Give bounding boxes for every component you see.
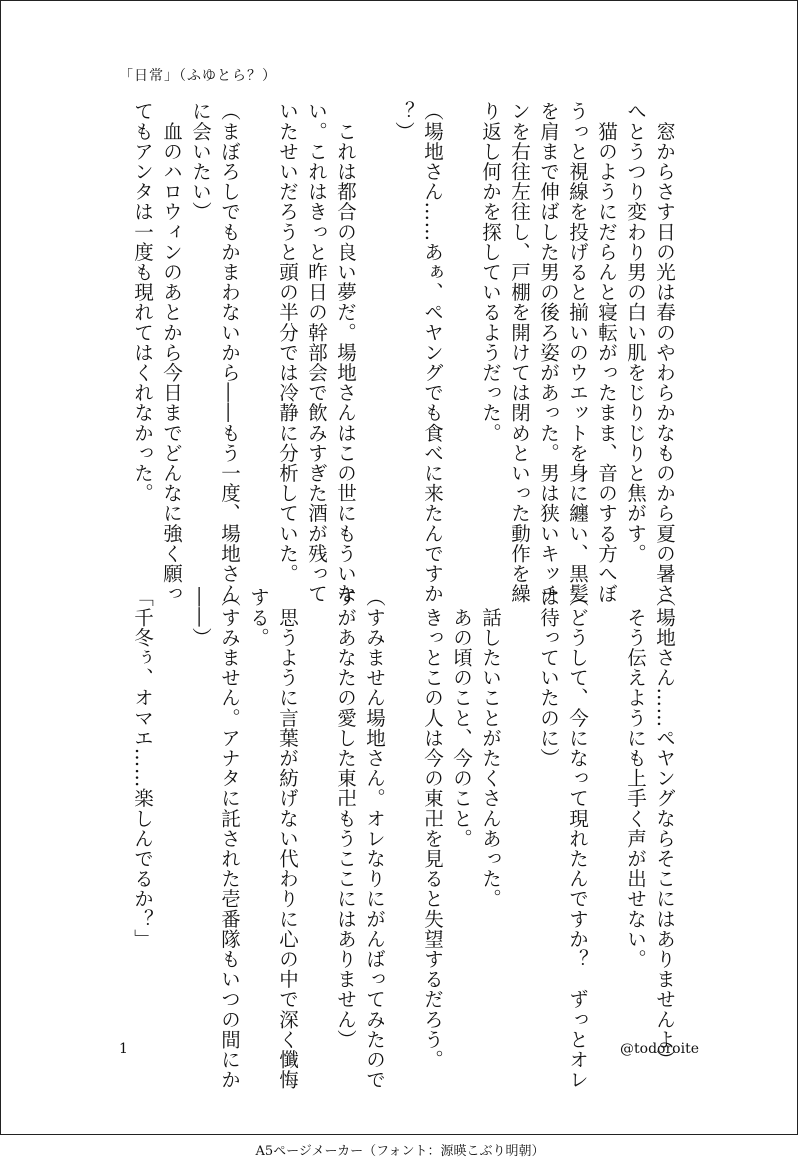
text-line: （どうして、今になって現れたんですか？ ずっとオレ — [566, 587, 589, 1090]
text-line: へとうつり変わり男の白い肌をじりじりと焦がす。 — [624, 101, 647, 564]
text-line: を肩まで伸ばした男の後ろ姿があった。男は狭いキッチ — [537, 101, 560, 604]
text-line: きっとこの人は今の東卍を見ると失望するだろう。 — [421, 587, 444, 1070]
page-title: 「日常」（ふゆとら？） — [119, 68, 277, 84]
text-line: に会いたい） — [189, 101, 212, 222]
text-line: 猫のようにだらんと寝転がったまま、音のする方へぼ — [595, 101, 618, 604]
text-line — [389, 587, 418, 1057]
text-line: うっと視線を投げると揃いのウエットを身に纏い、黒髪 — [566, 101, 589, 604]
text-line — [244, 101, 273, 571]
text-line: 窓からさす日の光は春のやわらかなものから夏の暑さ — [653, 101, 676, 604]
footer-caption: A5ページメーカー（フォント：源暎こぶり明朝） — [255, 1144, 545, 1159]
text-line: り返し何かを探しているようだった。 — [479, 101, 502, 443]
text-line: そう伝えようにも上手く声が出せない。 — [624, 587, 647, 969]
text-line — [360, 101, 389, 571]
text-line: （場地さん……あぁ、ペヤングでも食べに来たんですか — [421, 101, 444, 604]
text-line: ――） — [189, 587, 212, 648]
text-line — [157, 587, 186, 1057]
text-block-top — [128, 101, 679, 604]
text-line: する。 — [247, 587, 270, 648]
text-block-bottom — [128, 587, 679, 1090]
text-line — [592, 587, 621, 1057]
text-line: すがあなたの愛した東卍もうここにはありません） — [334, 587, 357, 1050]
text-line — [447, 101, 476, 571]
text-line: （すみません。アナタに託された壱番隊もいつの間にか — [218, 587, 241, 1090]
text-line: （場地さん……ペヤングならそこにはありませんよ） — [653, 587, 676, 1070]
text-line: ？） — [392, 101, 415, 142]
text-line: あの頃のこと、今のこと。 — [450, 587, 473, 849]
text-line: てもアンタは一度も現れてはくれなかった。 — [131, 101, 154, 503]
author-handle: @todoroite — [620, 1041, 699, 1057]
text-line: （すみません場地さん。オレなりにがんばってみたので — [363, 587, 386, 1090]
text-line — [505, 587, 534, 1057]
text-line: いたせいだろうと頭の半分では冷静に分析していた。 — [276, 101, 299, 584]
text-line: 「千冬ぅ、オマエ……楽しんでるか？」 — [131, 587, 154, 949]
text-line: い。これはきっと昨日の幹部会で飲みすぎた酒が残って — [305, 101, 328, 604]
text-line: （まぼろしでもかまわないから――もう一度、場地さん — [218, 101, 241, 604]
text-line: 血のハロウィンのあとから今日までどんなに強く願っ — [160, 101, 183, 604]
text-line: ンを右往左往し、戸棚を開けては閉めといった動作を繰 — [508, 101, 531, 604]
page-number: 1 — [119, 1041, 128, 1057]
text-line: 思うように言葉が紡げない代わりに心の中で深く懺悔 — [276, 587, 299, 1090]
text-line — [302, 587, 331, 1057]
text-line: 話したいことがたくさんあった。 — [479, 587, 502, 909]
text-line: これは都合の良い夢だ。場地さんはこの世にもういな — [334, 101, 357, 604]
text-line: は待っていたのに） — [537, 587, 560, 768]
